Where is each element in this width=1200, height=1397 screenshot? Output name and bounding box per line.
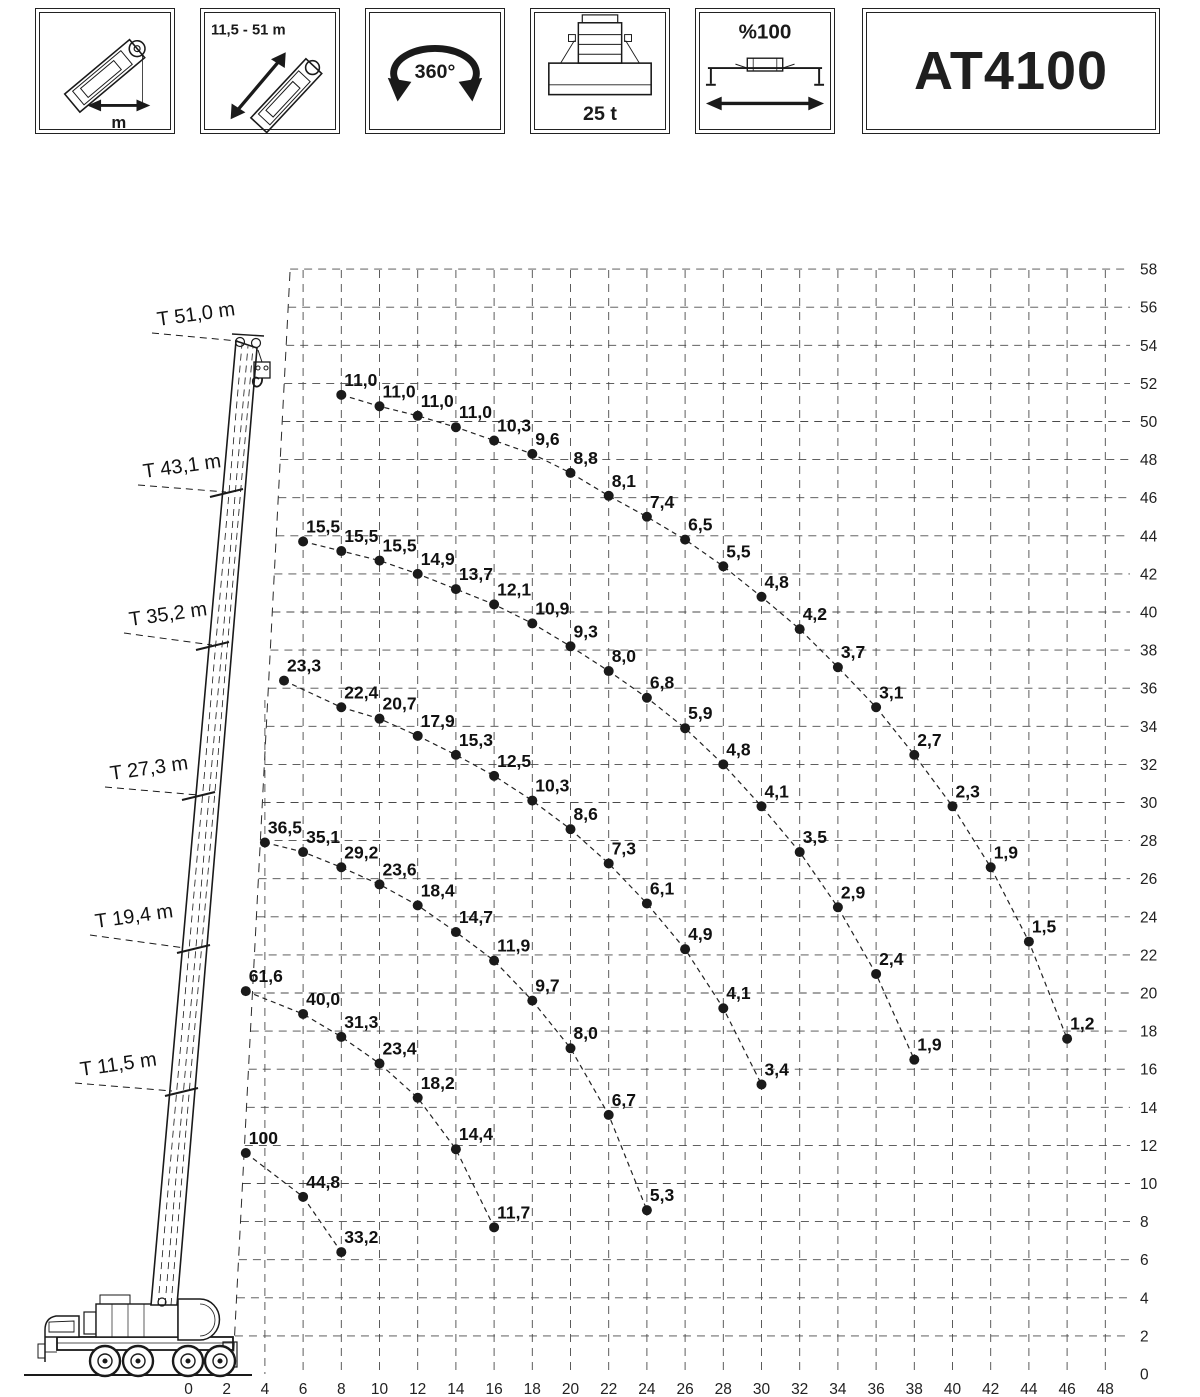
capacity-point: [986, 862, 996, 872]
telescoping-boom-icon: [65, 35, 151, 113]
capacity-point: [298, 1009, 308, 1019]
capacity-point: [451, 750, 461, 760]
capacity-point: [948, 801, 958, 811]
x-tick-label: 34: [829, 1381, 847, 1397]
capacity-point: [375, 1058, 385, 1068]
capacity-label: 3,4: [764, 1059, 789, 1080]
icon-box-counterweight: [530, 8, 670, 134]
capacity-label: 4,2: [802, 604, 828, 625]
capacity-point: [527, 996, 537, 1006]
capacity-label: 6,5: [688, 514, 713, 535]
capacity-point: [413, 411, 423, 421]
x-tick-label: 30: [752, 1381, 771, 1397]
capacity-point: [680, 535, 690, 545]
boom-label-leader: [105, 787, 198, 795]
engine-box: [84, 1312, 96, 1334]
capacity-curve-line: [246, 1153, 341, 1252]
capacity-label: 5,5: [726, 541, 751, 562]
capacity-label: 14,4: [458, 1124, 493, 1145]
y-tick-label: 22: [1140, 947, 1158, 965]
capacity-label: 8,6: [573, 804, 598, 825]
model-name: AT4100: [913, 41, 1109, 101]
y-tick-label: 54: [1140, 337, 1158, 355]
capacity-label: 14,7: [458, 907, 493, 928]
capacity-point: [909, 1055, 919, 1065]
y-tick-label: 56: [1140, 299, 1158, 317]
capacity-label: 8,0: [611, 646, 637, 667]
capacity-point: [604, 666, 614, 676]
capacity-label: 44,8: [306, 1171, 341, 1192]
y-tick-label: 16: [1140, 1061, 1158, 1079]
icon-box-outriggers: [695, 8, 835, 134]
capacity-point: [336, 390, 346, 400]
capacity-point: [566, 468, 576, 478]
capacity-point: [604, 491, 614, 501]
capacity-curve-27.3: [260, 818, 675, 1216]
y-tick-label: 30: [1140, 795, 1158, 812]
capacity-label: 13,7: [458, 564, 493, 585]
grid-layer: [189, 269, 1131, 1374]
capacity-label: 1,2: [1070, 1013, 1095, 1034]
capacity-point: [298, 537, 308, 547]
y-tick-label: 28: [1140, 833, 1158, 851]
x-tick-label: 0: [184, 1381, 193, 1397]
icon-box-telescoping: [35, 8, 175, 134]
y-tick-label: 42: [1140, 566, 1158, 584]
capacity-point: [604, 1110, 614, 1120]
capacity-point: [833, 662, 843, 672]
boom-length-label: T 27,3 m: [108, 752, 190, 785]
capacity-point: [413, 900, 423, 910]
y-tick-label: 4: [1140, 1290, 1149, 1308]
capacity-label: 29,2: [344, 842, 379, 863]
capacity-point: [298, 1192, 308, 1202]
x-tick-label: 4: [260, 1381, 270, 1397]
capacity-label: 2,7: [917, 729, 942, 750]
capacity-label: 2,3: [955, 781, 980, 802]
boom-length-label-group: [124, 598, 212, 645]
capacity-curve-51: [336, 370, 1094, 1044]
capacity-label: 11,0: [458, 402, 493, 423]
y-tick-label: 34: [1140, 718, 1158, 736]
boom-length-label: T 19,4 m: [93, 900, 175, 933]
boom-label-leader: [90, 935, 185, 948]
capacity-point: [527, 449, 537, 459]
capacity-label: 3,7: [840, 642, 866, 663]
boom-length-label: T 35,2 m: [127, 598, 209, 631]
boom-length-label-group: [75, 1048, 172, 1091]
capacity-point: [336, 1247, 346, 1257]
capacity-point: [260, 838, 270, 848]
capacity-label: 15,5: [344, 526, 379, 547]
x-tick-label: 28: [714, 1381, 732, 1397]
capacity-label: 10,9: [535, 598, 570, 619]
capacity-point: [375, 714, 385, 724]
capacity-point: [527, 796, 537, 806]
y-tick-label: 40: [1140, 604, 1158, 622]
capacity-point: [489, 956, 499, 966]
boom-length-icon: [231, 52, 325, 132]
model-box: [862, 8, 1160, 134]
y-tick-label: 18: [1140, 1023, 1158, 1041]
capacity-point: [527, 618, 537, 628]
capacity-point: [336, 546, 346, 556]
x-tick-label: 16: [485, 1381, 503, 1397]
capacity-label: 11,0: [420, 390, 454, 411]
capacity-label: 40,0: [306, 988, 341, 1009]
capacity-point: [241, 986, 251, 996]
capacity-label: 9,3: [573, 621, 598, 642]
capacity-label: 18,2: [420, 1072, 455, 1093]
capacity-label: 11,7: [497, 1202, 531, 1223]
capacity-label: 7,4: [649, 491, 675, 512]
capacity-point: [1024, 937, 1034, 947]
capacity-label: 6,8: [649, 672, 675, 693]
x-tick-label: 6: [298, 1381, 308, 1397]
telescopic-boom: [151, 341, 257, 1306]
capacity-point: [718, 759, 728, 769]
capacity-label: 4,8: [726, 739, 751, 760]
capacity-label: 11,0: [382, 381, 416, 402]
capacity-label: 23,3: [287, 655, 322, 676]
capacity-label: 14,9: [420, 548, 455, 569]
capacity-curve-11.5: [241, 1128, 379, 1257]
capacity-label: 5,3: [649, 1185, 675, 1206]
boom-length-label-group: [105, 752, 198, 795]
capacity-label: 18,4: [420, 880, 455, 901]
capacity-point: [566, 824, 576, 834]
capacity-label: 4,1: [726, 983, 751, 1004]
capacity-label: 33,2: [344, 1227, 379, 1248]
boom-length-label-group: [90, 900, 185, 948]
x-tick-label: 32: [791, 1381, 809, 1397]
capacity-point: [451, 927, 461, 937]
x-tick-label: 14: [447, 1381, 465, 1397]
y-tick-label: 2: [1140, 1328, 1149, 1346]
series-layer: [241, 370, 1095, 1257]
capacity-point: [718, 561, 728, 571]
capacity-point: [489, 771, 499, 781]
capacity-label: 4,9: [688, 924, 713, 945]
capacity-point: [642, 898, 652, 908]
capacity-label: 36,5: [267, 817, 302, 838]
capacity-label: 3,5: [802, 827, 828, 848]
capacity-point: [833, 902, 843, 912]
capacity-point: [241, 1148, 251, 1158]
x-tick-label: 40: [943, 1381, 962, 1397]
capacity-label: 23,6: [382, 859, 417, 880]
capacity-point: [413, 569, 423, 579]
x-tick-label: 38: [905, 1381, 923, 1397]
capacity-point: [451, 584, 461, 594]
capacity-label: 12,5: [497, 750, 532, 771]
capacity-point: [909, 750, 919, 760]
x-tick-label: 36: [867, 1381, 885, 1397]
capacity-label: 17,9: [420, 710, 455, 731]
x-tick-label: 12: [409, 1381, 427, 1397]
capacity-point: [1062, 1034, 1072, 1044]
capacity-curve-43.1: [298, 514, 942, 1065]
capacity-label: 35,1: [306, 827, 341, 848]
boom-label-leader: [124, 633, 212, 645]
capacity-point: [566, 641, 576, 651]
x-tick-label: 46: [1058, 1381, 1076, 1397]
y-tick-label: 38: [1140, 642, 1158, 660]
y-tick-label: 14: [1140, 1099, 1158, 1117]
boom-length-label-group: [138, 450, 226, 492]
capacity-point: [375, 401, 385, 411]
y-tick-label: 36: [1140, 680, 1158, 698]
y-tick-label: 46: [1140, 490, 1158, 508]
capacity-label: 7,3: [611, 838, 637, 859]
capacity-point: [451, 1144, 461, 1154]
front-bumper: [38, 1344, 45, 1358]
y-tick-label: 32: [1140, 756, 1158, 774]
capacity-point: [642, 1205, 652, 1215]
capacity-label: 8,8: [573, 447, 598, 468]
deck-equipment: [100, 1295, 130, 1304]
x-tick-label: 26: [676, 1381, 694, 1397]
capacity-point: [336, 862, 346, 872]
capacity-label: 1,9: [993, 842, 1019, 863]
outrigger-icon: [706, 58, 824, 110]
icon-box-boom-length: [200, 8, 340, 134]
capacity-point: [413, 731, 423, 741]
y-tick-label: 44: [1140, 528, 1158, 546]
capacity-label: 5,9: [688, 703, 713, 724]
y-tick-label: 10: [1140, 1176, 1158, 1193]
y-tick-label: 8: [1140, 1214, 1149, 1232]
superstructure: [96, 1304, 178, 1337]
x-tick-label: 2: [222, 1381, 232, 1397]
y-tick-label: 24: [1140, 909, 1158, 927]
capacity-label: 8,1: [611, 470, 637, 491]
boom-length-label: T 51,0 m: [155, 298, 237, 331]
capacity-label: 10,3: [535, 775, 570, 796]
capacity-label: 12,1: [497, 579, 532, 600]
capacity-point: [375, 879, 385, 889]
capacity-point: [757, 592, 767, 602]
y-tick-label: 12: [1140, 1137, 1158, 1155]
capacity-point: [680, 944, 690, 954]
boom-label-leader: [75, 1083, 172, 1091]
boom-label-leader: [138, 485, 226, 492]
capacity-point: [604, 858, 614, 868]
crane-illustration: [24, 334, 270, 1376]
capacity-label: 15,5: [306, 516, 341, 537]
boom-length-label: T 11,5 m: [78, 1048, 159, 1081]
telescoping-unit-label: m: [111, 113, 127, 133]
capacity-point: [680, 723, 690, 733]
icon-box-slewing: [365, 8, 505, 134]
capacity-label: 9,6: [535, 428, 560, 449]
capacity-label: 100: [248, 1128, 279, 1149]
capacity-point: [279, 676, 289, 686]
capacity-point: [718, 1003, 728, 1013]
capacity-label: 4,1: [764, 781, 789, 802]
boom-length-label-group: [152, 298, 238, 341]
y-tick-label: 0: [1140, 1366, 1149, 1384]
capacity-label: 15,5: [382, 535, 417, 556]
boom-label-leader: [152, 333, 238, 341]
counterweight-icon: [549, 15, 651, 95]
capacity-label: 10,3: [497, 415, 532, 436]
x-tick-label: 8: [336, 1381, 346, 1397]
capacity-label: 2,9: [840, 882, 866, 903]
capacity-point: [566, 1043, 576, 1053]
capacity-point: [642, 693, 652, 703]
y-tick-label: 26: [1140, 871, 1158, 889]
x-tick-label: 18: [523, 1381, 541, 1397]
y-tick-label: 52: [1140, 375, 1158, 393]
capacity-point: [871, 702, 881, 712]
x-tick-label: 10: [370, 1381, 389, 1397]
capacity-point: [489, 1222, 499, 1232]
outrigger-base-label: %100: [738, 20, 792, 44]
capacity-label: 22,4: [344, 682, 379, 703]
capacity-label: 9,7: [535, 975, 560, 996]
capacity-label: 23,4: [382, 1038, 417, 1059]
counterweight-label: 25 t: [583, 103, 617, 126]
y-tick-label: 50: [1140, 414, 1158, 431]
capacity-point: [375, 556, 385, 566]
capacity-point: [451, 422, 461, 432]
capacity-label: 20,7: [382, 693, 417, 714]
x-tick-label: 42: [982, 1381, 1000, 1397]
capacity-point: [795, 624, 805, 634]
capacity-point: [795, 847, 805, 857]
capacity-label: 11,9: [497, 935, 531, 956]
counterweight-drum: [178, 1299, 219, 1340]
capacity-point: [489, 599, 499, 609]
capacity-label: 2,4: [879, 948, 904, 969]
capacity-point: [298, 847, 308, 857]
x-tick-label: 48: [1096, 1381, 1114, 1397]
boom-length-range-label: 11,5 - 51 m: [210, 22, 286, 39]
capacity-label: 11,0: [344, 369, 378, 390]
slewing-range-label: 360°: [414, 60, 456, 83]
capacity-label: 15,3: [458, 729, 493, 750]
x-tick-label: 44: [1020, 1381, 1038, 1397]
capacity-label: 61,6: [248, 966, 283, 987]
capacity-point: [489, 436, 499, 446]
capacity-label: 6,1: [649, 878, 675, 899]
capacity-label: 3,1: [879, 682, 904, 703]
x-tick-label: 24: [638, 1381, 656, 1397]
capacity-point: [336, 1032, 346, 1042]
boom-length-label: T 43,1 m: [141, 450, 223, 483]
x-tick-label: 20: [561, 1381, 580, 1397]
y-tick-label: 6: [1140, 1252, 1149, 1270]
capacity-point: [871, 969, 881, 979]
capacity-point: [642, 512, 652, 522]
capacity-label: 8,0: [573, 1023, 598, 1044]
capacity-label: 1,5: [1031, 916, 1057, 937]
capacity-label: 31,3: [344, 1011, 379, 1032]
y-tick-label: 20: [1140, 985, 1158, 1003]
capacity-point: [336, 702, 346, 712]
x-tick-label: 22: [600, 1381, 618, 1397]
capacity-label: 1,9: [917, 1034, 942, 1055]
y-tick-label: 48: [1140, 452, 1158, 470]
capacity-label: 6,7: [611, 1089, 637, 1110]
capacity-point: [413, 1093, 423, 1103]
y-tick-label: 58: [1140, 261, 1158, 279]
capacity-point: [757, 801, 767, 811]
capacity-label: 4,8: [764, 571, 789, 592]
capacity-curve-19.4: [241, 966, 530, 1232]
capacity-point: [757, 1079, 767, 1089]
